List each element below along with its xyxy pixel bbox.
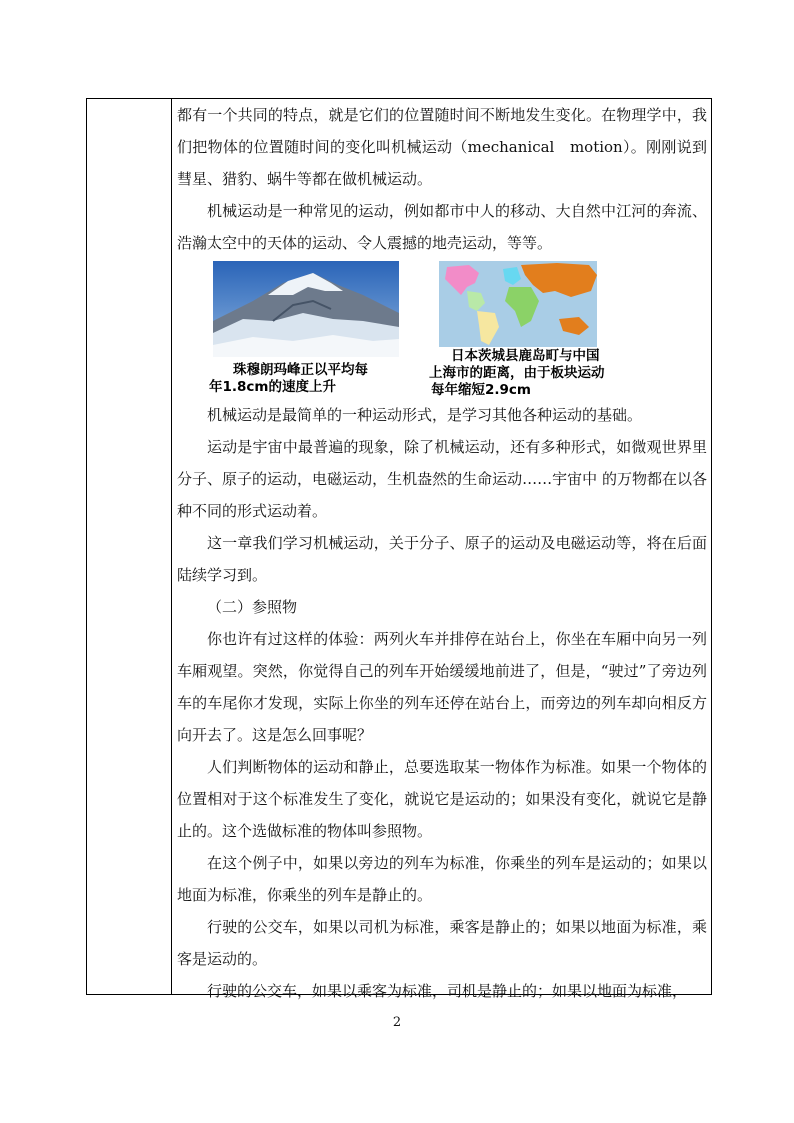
content-cell [177,99,707,1007]
paragraph: 行驶的公交车，如果以司机为标准，乘客是静止的；如果以地面为标准，乘客是运动的。 [177,918,707,968]
everest-caption-line1: 珠穆朗玛峰正以平均每 [233,362,368,378]
paragraph: 行驶的公交车，如果以乘客为标准，司机是静止的；如果以地面为标准， [207,982,688,1000]
everest-image [213,261,399,357]
paragraph: 人们判断物体的运动和静止，总要选取某一物体作为标准。如果一个物体的位置相对于这个标准发生了变化，就说它是运动的；如果没有变化，就说它是静止的。这个选做标准的物体叫参照物。 [177,758,707,840]
page-number: 2 [392,1015,402,1030]
figure-row [177,259,707,398]
map-caption-line2: 上海市的距离，由于板块运动 [429,365,605,381]
paragraph: 机械运动是最简单的一种运动形式，是学习其他各种运动的基础。 [207,406,643,424]
paragraph: 这一章我们学习机械运动，关于分子、原子的运动及电磁运动等，将在后面陆续学习到。 [177,534,707,584]
paragraph: 都有一个共同的特点，就是它们的位置随时间不断地发生变化。在物理学中，我们把物体的位置随时间的变化叫机械运动（mechanical motion）。刚刚说到彗星、猎豹、蜗牛等都在做机械运动。 [177,106,707,188]
paragraph: 机械运动是一种常见的运动，例如都市中人的移动、大自然中江河的奔流、浩瀚太空中的天体的运动、令人震撼的地壳运动，等等。 [177,202,707,252]
section-heading: （二）参照物 [207,598,298,616]
lesson-table [86,98,712,1000]
map-caption-line3: 每年缩短2.9cm [431,382,531,398]
paragraph: 在这个例子中，如果以旁边的列车为标准，你乘坐的列车是运动的；如果以地面为标准，你乘坐的列车是静止的。 [177,854,707,904]
paragraph: 运动是宇宙中最普遍的现象，除了机械运动，还有多种形式，如微观世界里分子、原子的运动，电磁运动，生机盎然的生命运动……宇宙中 的万物都在以各种不同的形式运动着。 [177,438,707,520]
world-map-image [439,261,597,347]
map-caption-line1: 日本茨城县鹿岛町与中国 [451,348,600,364]
everest-caption-line2: 年1.8cm的速度上升 [209,379,336,395]
column-divider [171,99,172,994]
paragraph: 你也许有过这样的体验：两列火车并排停在站台上，你坐在车厢中向另一列车厢观望。突然，你觉得自己的列车开始缓缓地前进了，但是，“驶过”了旁边列车的车尾你才发现，实际上你坐的列车还停在站台上，而旁边的列车却向相反方向开去了。这是怎么回事呢？ [177,630,707,744]
